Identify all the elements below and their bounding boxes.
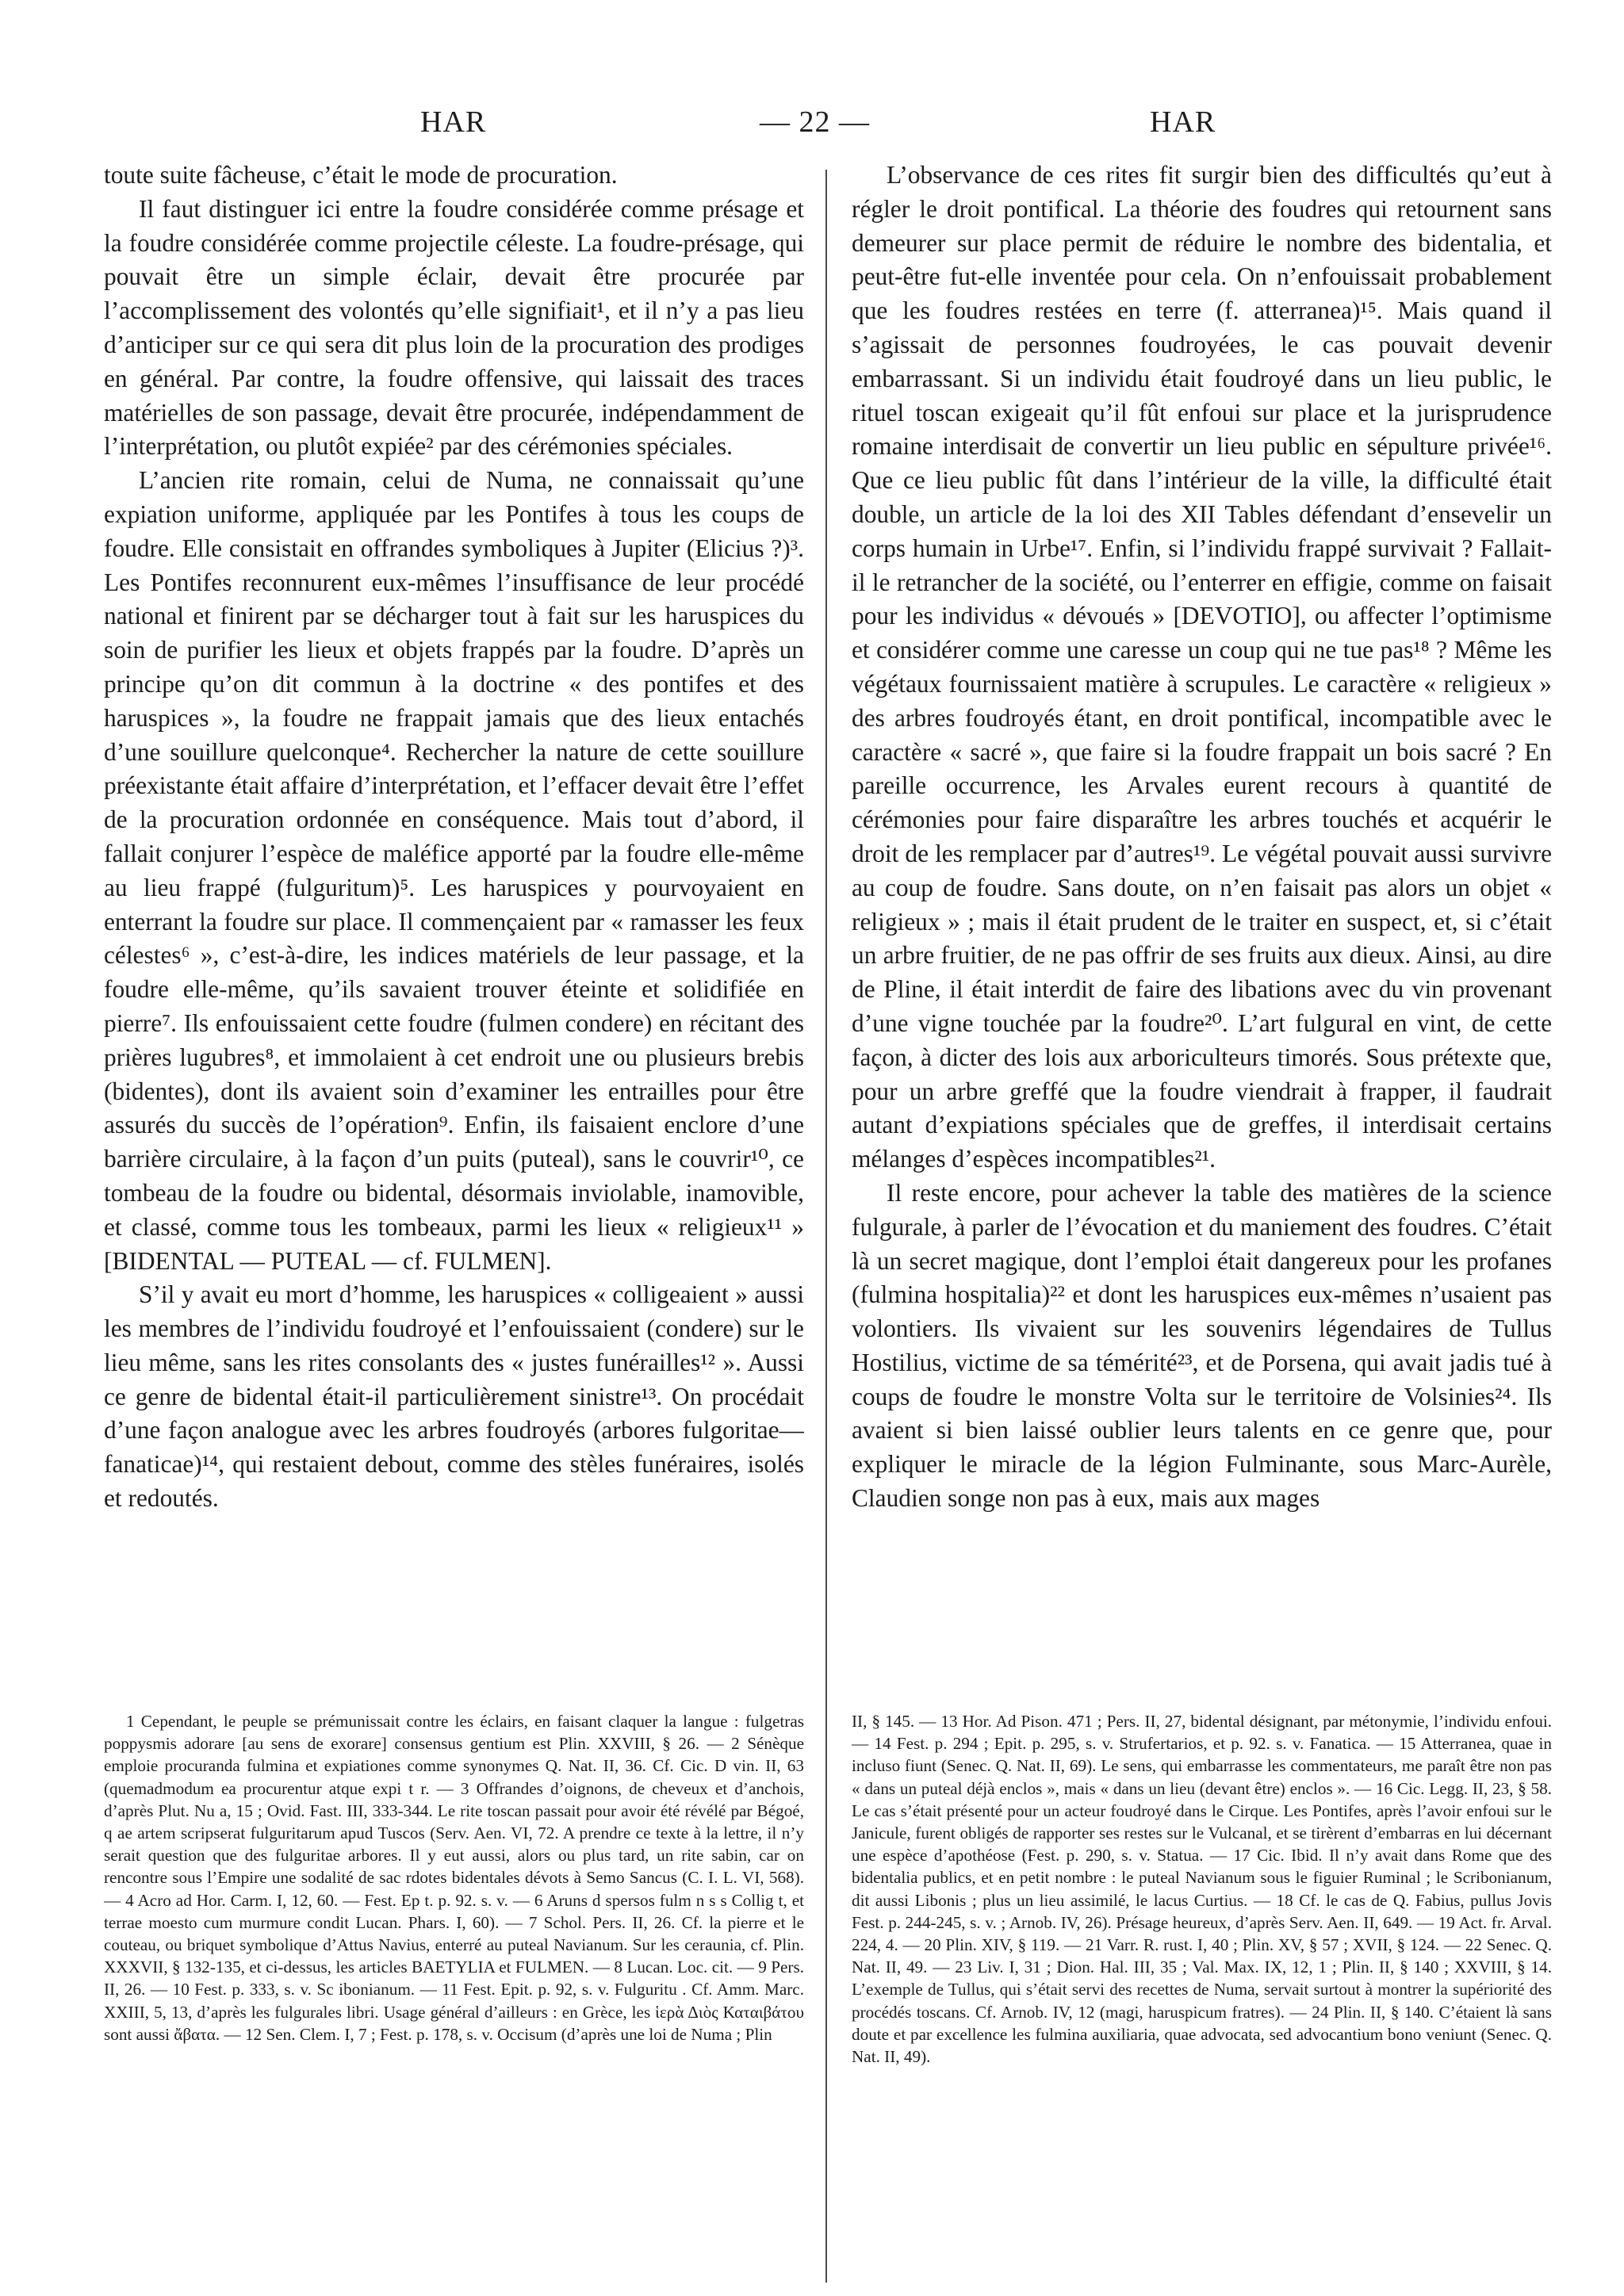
paragraph: toute suite fâcheuse, c’était le mode de procuration. bbox=[104, 161, 618, 189]
right-column-body bbox=[852, 159, 1552, 1516]
running-head-left: HAR bbox=[420, 105, 487, 139]
paragraph: L’ancien rite romain, celui de Numa, ne connaissait qu’une expiation uniforme, appliquée par les Pontifes à tous les coups de foudre. Elle consistait en offrandes symboliques à Jupiter (Elicius ?)³. Les Pontifes reconnurent eux-mêmes l’insuffisance de leur procédé national et finirent par se décharger tout à fait sur les haruspices du soin de purifier les lieux et objets frappés par la foudre. D’après un principe qu’on dit commun à la doctrine « des pontifes et des haruspices », la foudre ne frappait jamais que des lieux entachés d’une souillure quelconque⁴. Rechercher la nature de cette souillure préexistante était affaire d’interprétation, et l’effacer devait être l’effet de la procuration ordonnée en conséquence. Mais tout d’abord, il fallait conjurer l’espèce de maléfice apporté par la foudre elle-même au lieu frappé (fulguritum)⁵. Les haruspices y pourvoyaient en enterrant la foudre sur place. Il commençaient par « ramasser les feux célestes⁶ », c’est-à-dire, les indices matériels de leur passage, et la foudre elle-même, qu’ils savaient trouver éteinte et solidifiée en pierre⁷. Ils enfouissaient cette foudre (fulmen condere) en récitant des prières lugubres⁸, et immolaient à cet endroit une ou plusieurs brebis (bidentes), dont ils avaient soin d’examiner les entrailles pour être assurés du succès de l’opération⁹. Enfin, ils faisaient enclore d’une barrière circulaire, à la façon d’un puits (puteal), sans le couvrir¹⁰, ce tombeau de la foudre ou bidental, désormais inviolable, inamovible, et classé, comme tous les tombeaux, parmi les lieux « religieux¹¹ » [BIDENTAL — PUTEAL — cf. FULMEN]. bbox=[104, 466, 804, 1275]
paragraph: Il faut distinguer ici entre la foudre considérée comme présage et la foudre considérée comme projectile céleste. La foudre-présage, qui pouvait être un simple éclair, devait être procurée par l’accomplissement des volontés qu’elle signifiait¹, et il n’y a pas lieu d’anticiper sur ce qui sera dit plus loin de la procuration des prodiges en général. Par contre, la foudre offensive, qui laissait des traces matérielles de son passage, devait être procurée, indépendamment de l’interprétation, ou plutôt expiée² par des cérémonies spéciales. bbox=[104, 194, 804, 461]
paragraph: S’il y avait eu mort d’homme, les haruspices « colligeaient » aussi les membres de l’individu foudroyé et l’enfouissaient (condere) sur le lieu même, sans les rites consolants des « justes funérailles¹² ». Aussi ce genre de bidental était-il particulièrement sinistre¹³. On procédait d’une façon analogue avec les arbres foudroyés (arbores fulgoritae—fanaticae)¹⁴, qui restaient debout, comme des stèles funéraires, isolés et redoutés. bbox=[104, 1280, 804, 1513]
footnotes-left bbox=[104, 1710, 804, 2045]
footnote-block: II, § 145. — 13 Hor. Ad Pison. 471 ; Pers. II, 27, bidental désignant, par métonymie, l’individu enfoui. — 14 Fest. p. 294 ; Epit. p. 295, s. v. Strufertarios, et p. 92. s. v. Fanatica. — 15 Atterranea, quae in incluso fiunt (Senec. Q. Nat. II, 69). Le sens, qui embarrasse les commentateurs, me paraît être non pas « dans un puteal déjà enclos », mais « dans un lieu (devant être) enclos ». — 16 Cic. Legg. II, 23, § 58. Le cas s’était présenté pour un acteur foudroyé dans le Cirque. Les Pontifes, après l’avoir enfoui sur le Janicule, furent obligés de rapporter ses restes sur le Vulcanal, et se tirèrent d’embarras en lui décernant une espèce d’apothéose (Fest. p. 290, s. v. Statua. — 17 Cic. Ibid. Il n’y avait dans Rome que des bidentalia publics, et en petit nombre : le puteal Navianum sous le figuier Ruminal ; le Scribonianum, dit aussi Libonis ; plus un lieu assimilé, le lacus Curtius. — 18 Cf. le cas de Q. Fabius, pullus Jovis Fest. p. 244-245, s. v. ; Arnob. IV, 26). Présage heureux, d’après Serv. Aen. II, 649. — 19 Act. fr. Arval. 224, 4. — 20 Plin. XIV, § 119. — 21 Varr. R. rust. I, 40 ; Plin. XV, § 57 ; XVII, § 124. — 22 Senec. Q. Nat. II, 49. — 23 Liv. I, 31 ; Dion. Hal. III, 35 ; Val. Max. IX, 12, 1 ; Plin. II, § 140 ; XXVIII, § 14. L’exemple de Tullus, qui s’était servi des recettes de Numa, servait surtout à montrer la supériorité des procédés toscans. Cf. Arnob. IV, 12 (magi, haruspicum fratres). — 24 Plin. II, § 140. C’étaient là sans doute et par excellence les fulmina auxiliaria, quae advocata, sed advocantium bono veniunt (Senec. Q. Nat. II, 49). bbox=[852, 1712, 1552, 2067]
footnote-block: 1 Cependant, le peuple se prémunissait contre les éclairs, en faisant claquer la langue : fulgetras poppysmis adorare [au sens de exorare] consensus gentium est Plin. XXVIII, § 26. — 2 Sénèque emploie procuranda fulmina et expiationes comme synonymes Q. Nat. II, 36. Cf. Cic. D vin. II, 63 (quemadmodum ea procurentur atque expi t r. — 3 Offrandes d’oignons, de cheveux et d’anchois, d’après Plut. Nu a, 15 ; Ovid. Fast. III, 333-344. Le rite toscan passait pour avoir été révélé par Bégoé, q ae artem scripserat fulguritarum apud Tuscos (Serv. Aen. VI, 72. A prendre ce texte à la lettre, il n’y serait question que des fulguritae arbores. Il y eut aussi, alors ou plus tard, un rite sabin, car on rencontre sous l’Empire une sodalité de sac rdotes bidentales dévots à Semo Sancus (C. I. L. VI, 568). — 4 Acro ad Hor. Carm. I, 12, 60. — Fest. Ep t. p. 92. s. v. — 6 Aruns d spersos fulm n s s Collig t, et terrae moesto cum murmure condit Lucan. Phars. I, 60). — 7 Schol. Pers. II, 26. Cf. la pierre et le couteau, ou briquet symbolique d’Attus Navius, enterré au puteal Navianum. Sur les ceraunia, cf. Plin. XXXVII, § 132-135, et ci-dessus, les articles BAETYLIA et FULMEN. — 8 Lucan. Loc. cit. — 9 Pers. II, 26. — 10 Fest. p. 333, s. v. Sc ibonianum. — 11 Fest. Epit. p. 92, s. v. Fulguritu . Cf. Amm. Marc. XXIII, 5, 13, d’après les fulgurales libri. Usage général d’ailleurs : en Grèce, les ἱερὰ Διὸς Καταιβάτου sont aussi ἄβατα. — 12 Sen. Clem. I, 7 ; Fest. p. 178, s. v. Occisum (d’après une loi de Numa ; Plin bbox=[104, 1712, 804, 2044]
left-column-body bbox=[104, 159, 804, 1516]
running-head-right: HAR bbox=[1150, 105, 1216, 139]
paragraph: L’observance de ces rites fit surgir bien des difficultés qu’eut à régler le droit pontifical. La théorie des foudres qui retournent sans demeurer sur place permit de réduire le nombre des bidentalia, et peut-être fut-elle inventée pour cela. On n’enfouissait probablement que les foudres restées en terre (f. atterranea)¹⁵. Mais quand il s’agissait de personnes foudroyées, le cas pouvait devenir embarrassant. Si un individu était foudroyé dans un lieu public, le rituel toscan exigeait qu’il fût enfoui sur place et la jurisprudence romaine interdisait de convertir un lieu public en sépulture privée¹⁶. Que ce lieu public fût dans l’intérieur de la ville, la difficulté était double, un article de la loi des XII Tables défendant d’ensevelir un corps humain in Urbe¹⁷. Enfin, si l’individu frappé survivait ? Fallait-il le retrancher de la société, ou l’enterrer en effigie, comme on faisait pour les individus « dévoués » [DEVOTIO], ou affecter l’optimisme et considérer comme une caresse un coup qui ne tue pas¹⁸ ? Même les végétaux fournissaient matière à scrupules. Le caractère « religieux » des arbres foudroyés étant, en droit pontifical, incompatible avec le caractère « sacré », que faire si la foudre frappait un bois sacré ? En pareille occurrence, les Arvales eurent recours à quantité de cérémonies pour faire disparaître les arbres touchés et acquérir le droit de les remplacer par d’autres¹⁹. Le végétal pouvait aussi survivre au coup de foudre. Sans doute, on n’en faisait pas alors un objet « religieux » ; mais il était prudent de le traiter en suspect, et, si c’était un arbre fruitier, de ne pas offrir de ses fruits aux dieux. Ainsi, au dire de Pline, il était interdit de faire des libations avec du vin provenant d’une vigne touchée par la foudre²⁰. L’art fulgural en vint, de cette façon, à dicter des lois aux arboriculteurs timorés. Sous prétexte que, pour un arbre greffé que la foudre viendrait à frapper, il faudrait autant d’expiations spéciales que de greffes, il interdisait certains mélanges d’espèces incompatibles²¹. bbox=[852, 161, 1552, 1173]
paragraph: Il reste encore, pour achever la table des matières de la science fulgurale, à parler de l’évocation et du maniement des foudres. C’était là un secret magique, dont l’emploi était dangereux pour les profanes (fulmina hospitalia)²² et dont les haruspices eux-mêmes n’usaient pas volontiers. Ils vivaient sur les souvenirs légendaires de Tullus Hostilius, victime de sa témérité²³, et de Porsena, qui avait jadis tué à coups de foudre le monstre Volta sur le territoire de Volsinies²⁴. Ils avaient si bien laissé oublier leurs talents en ce genre que, pour expliquer le miracle de la légion Fulminante, sous Marc-Aurèle, Claudien songe non pas à eux, mais aux mages bbox=[852, 1178, 1552, 1513]
footnotes-right bbox=[852, 1710, 1552, 2068]
column-divider bbox=[825, 170, 827, 2283]
page-number: — 22 — bbox=[760, 105, 870, 139]
